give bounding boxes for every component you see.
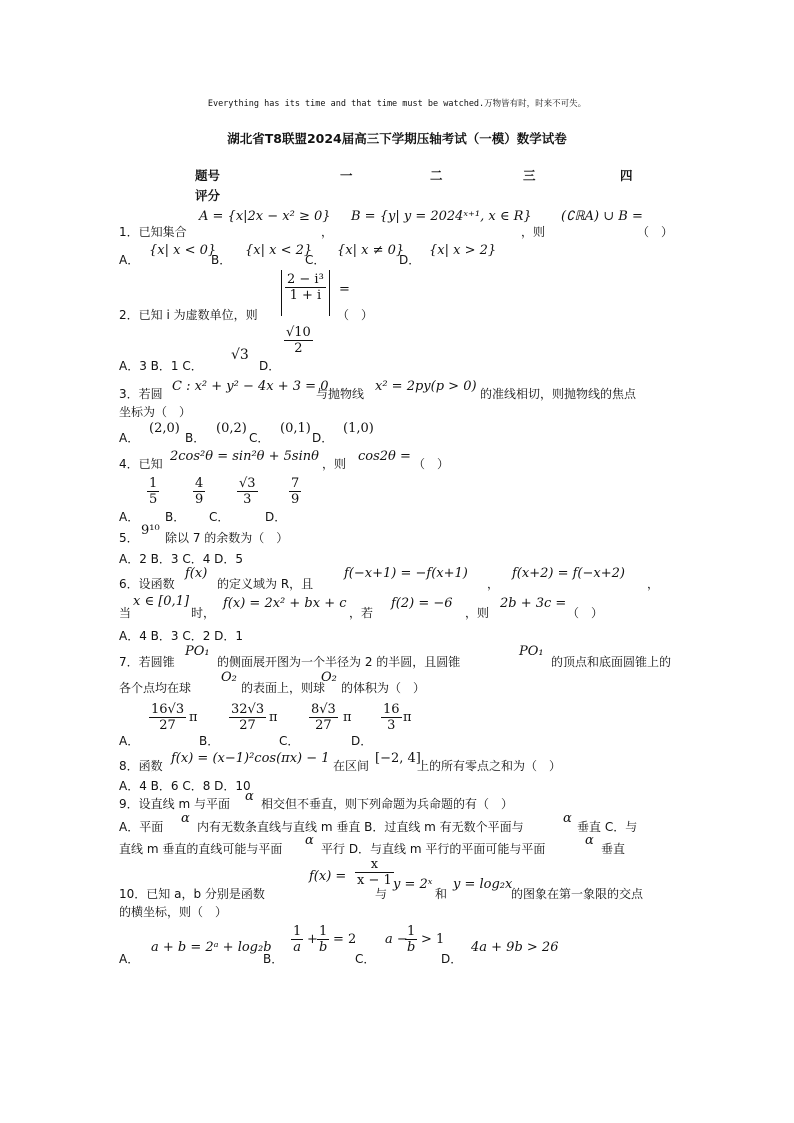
q1-opt-c: {x| x ≠ 0} bbox=[337, 243, 405, 258]
q10-g1: y = 2ˣ bbox=[393, 877, 433, 892]
q1-ask-expr: (∁ℝA) ∪ B = bbox=[561, 209, 643, 224]
q6-cond2: f(x+2) = f(−x+2) bbox=[512, 566, 625, 581]
q3-opt-d: (1,0) bbox=[343, 421, 374, 436]
q10-mid2: 和 bbox=[435, 887, 448, 901]
q2-frac-den: 1 + i bbox=[289, 288, 322, 303]
q7-opt-a-pi: π bbox=[189, 710, 198, 725]
q10-opt-c-post: > 1 bbox=[421, 932, 445, 947]
q3-circle: C : x² + y² − 4x + 3 = 0 bbox=[172, 379, 329, 394]
q7-opt-b-label: B． bbox=[199, 734, 220, 748]
q5-tail: 除以 7 的余数为（ ） bbox=[165, 531, 289, 545]
q7-opt-d-label: D． bbox=[351, 734, 373, 748]
q1-ask-prefix: ，则 bbox=[521, 225, 546, 239]
q10-opt-b-d2: b bbox=[319, 940, 328, 955]
q7-opt-a-label: A． bbox=[119, 734, 140, 748]
q9-line1-tail: 相交但不垂直，则下列命题为兵命题的有（ ） bbox=[261, 797, 514, 811]
q1-set-a: A = {x|2x − x² ≥ 0} bbox=[199, 209, 331, 224]
q1-sep: ， bbox=[321, 225, 334, 239]
q7-line1-mid: 的侧面展开图为一个半径为 2 的半圆，且圆锥 bbox=[217, 655, 461, 669]
q2-opt-d bbox=[284, 325, 313, 356]
q10-opt-d: 4a + 9b > 26 bbox=[471, 940, 559, 955]
q7-opt-a-den: 27 bbox=[159, 718, 176, 733]
q6-sep2: ， bbox=[647, 577, 660, 591]
q7-opt-b-num: 32√3 bbox=[231, 702, 265, 717]
q9-alpha3: α bbox=[563, 811, 572, 826]
q7-opt-b-den: 27 bbox=[239, 718, 256, 733]
q7-opt-c-frac bbox=[309, 702, 338, 733]
score-row-label: 评分 bbox=[195, 188, 221, 203]
q6-then: ，则 bbox=[465, 606, 490, 620]
q6-cond3: f(2) = −6 bbox=[391, 596, 453, 611]
q4-opt-c bbox=[237, 476, 258, 507]
q2-abs bbox=[281, 270, 330, 316]
q6-cond1: f(−x+1) = −f(x+1) bbox=[344, 566, 468, 581]
q10-opt-b-d1: a bbox=[293, 940, 302, 955]
q2-stem: 2．已知 i 为虚数单位，则 bbox=[119, 308, 258, 322]
q4-opt-d-label: D． bbox=[265, 510, 287, 524]
q4-opt-b bbox=[193, 476, 205, 507]
q7-opt-c-pi: π bbox=[343, 710, 352, 725]
q1-opt-d: {x| x > 2} bbox=[429, 243, 497, 258]
q7-o2b: O₂ bbox=[321, 670, 337, 685]
q4-opt-a-den: 5 bbox=[149, 492, 158, 507]
q7-opt-d-den: 3 bbox=[387, 718, 396, 733]
q7-opt-c-den: 27 bbox=[315, 718, 332, 733]
q9-stem: 9．设直线 m 与平面 bbox=[119, 797, 230, 811]
q1-opt-a-label: A． bbox=[119, 253, 140, 267]
q6-fdef: f(x) = 2x² + bx + c bbox=[223, 596, 347, 611]
q10-opt-c-den: b bbox=[407, 940, 416, 955]
q4-paren: （ ） bbox=[413, 457, 450, 471]
q10-opt-b-eq: = 2 bbox=[333, 932, 357, 947]
q3-opt-d-label: D． bbox=[312, 431, 334, 445]
q10-opt-b-n2: 1 bbox=[317, 924, 329, 940]
q4-opt-c-label: C． bbox=[209, 510, 230, 524]
score-col-1: 一 bbox=[340, 168, 353, 183]
q3-parabola: x² = 2py(p > 0) bbox=[375, 379, 477, 394]
q9-alpha5: α bbox=[585, 833, 594, 848]
q5-stem: 5． bbox=[119, 531, 139, 545]
q7-opt-c-num: 8√3 bbox=[311, 702, 336, 717]
q10-opt-c-num: 1 bbox=[405, 924, 417, 940]
motto-text: Everything has its time and that time must be watched.万物皆有时，时来不可失。 bbox=[207, 99, 587, 109]
q4-cond: 2cos²θ = sin²θ + 5sinθ bbox=[170, 449, 319, 464]
q9-alpha4: α bbox=[305, 833, 314, 848]
q7-line2-start: 各个点均在球 bbox=[119, 681, 192, 695]
q4-opt-c-num: √3 bbox=[239, 476, 256, 491]
q1-set-b: B = {y| y = 2024ˣ⁺¹, x ∈ R} bbox=[351, 209, 532, 224]
q7-opt-c-label: C． bbox=[279, 734, 300, 748]
q7-po1: PO₁ bbox=[185, 644, 210, 659]
q9-line3-tail: 垂直 bbox=[601, 842, 626, 856]
score-col-4: 四 bbox=[620, 168, 633, 183]
q6-fx: f(x) bbox=[185, 566, 208, 581]
q4-stem: 4．已知 bbox=[119, 457, 163, 471]
q10-opt-b-n1: 1 bbox=[293, 924, 302, 939]
q10-opt-b-frac1 bbox=[291, 924, 303, 955]
q3-line2: 坐标为（ ） bbox=[119, 405, 192, 419]
q8-stem: 8．函数 bbox=[119, 759, 163, 773]
score-col-3: 三 bbox=[523, 168, 536, 183]
q7-opt-a-num: 16√3 bbox=[151, 702, 185, 717]
q4-opt-d-den: 9 bbox=[291, 492, 300, 507]
q4-opt-a-label: A． bbox=[119, 510, 140, 524]
q4-opt-a-num: 1 bbox=[149, 476, 158, 491]
q8-tail: 上的所有零点之和为（ ） bbox=[417, 759, 562, 773]
q4-opt-b-den: 9 bbox=[195, 492, 204, 507]
q4-opt-d-num: 7 bbox=[291, 476, 300, 491]
page-title: 湖北省T8联盟2024届高三下学期压轴考试（一模）数学试卷 bbox=[227, 131, 567, 146]
q3-opt-c: (0,1) bbox=[280, 421, 311, 436]
q6-sep: ， bbox=[487, 577, 500, 591]
q2-opt-c: √3 bbox=[231, 347, 249, 363]
q7-stem: 7．若圆锥 bbox=[119, 655, 175, 669]
q7-line2-mid: 的表面上，则球 bbox=[241, 681, 326, 695]
q6-ask: 2b + 3c = bbox=[500, 596, 567, 611]
q10-opt-c-pre: a − bbox=[385, 932, 408, 947]
q7-opt-d-pi: π bbox=[403, 710, 412, 725]
q9-opt-c: 垂直 C．与 bbox=[577, 820, 638, 834]
q2-paren: （ ） bbox=[337, 308, 374, 322]
q4-opt-c-den: 3 bbox=[243, 492, 252, 507]
q6-domain: x ∈ [0,1] bbox=[133, 594, 190, 609]
q10-fx-frac bbox=[355, 857, 394, 888]
q4-opt-b-label: B． bbox=[165, 510, 186, 524]
q3-stem: 3．若圆 bbox=[119, 387, 163, 401]
q6-if: ，若 bbox=[349, 606, 374, 620]
q10-opt-b-frac2 bbox=[317, 924, 329, 955]
q10-opt-d-label: D． bbox=[441, 952, 463, 966]
q10-stem: 10．已知 a，b 分别是函数 bbox=[119, 887, 265, 901]
q6-stem: 6．设函数 bbox=[119, 577, 175, 591]
q6-mid: 的定义域为 R，且 bbox=[217, 577, 314, 591]
q3-opt-b: (0,2) bbox=[216, 421, 247, 436]
score-table-header bbox=[195, 166, 645, 184]
q3-opt-c-label: C． bbox=[249, 431, 270, 445]
q1-opt-b: {x| x < 2} bbox=[245, 243, 313, 258]
q6-when: 当 bbox=[119, 606, 132, 620]
q9-opt-a: A．平面 bbox=[119, 820, 164, 834]
q10-g2: y = log₂x bbox=[453, 877, 513, 892]
q10-fx-lhs: f(x) = bbox=[309, 869, 347, 884]
score-col-2: 二 bbox=[430, 168, 443, 183]
q4-opt-d bbox=[289, 476, 301, 507]
q8-fx: f(x) = (x−1)²cos(πx) − 1 bbox=[171, 751, 330, 766]
q10-opt-c-frac bbox=[405, 924, 417, 955]
q7-po1b: PO₁ bbox=[519, 644, 544, 659]
q10-opt-a: a + b = 2ᵃ + log₂b bbox=[151, 940, 272, 955]
q3-tail: 的准线相切，则抛物线的焦点 bbox=[480, 387, 637, 401]
q2-opts-abc: A．3 B．1 C． bbox=[119, 359, 203, 373]
q10-mid: 与 bbox=[375, 887, 388, 901]
q9-opt-d: 平行 D．与直线 m 平行的平面可能与平面 bbox=[321, 842, 546, 856]
q7-opt-d-num: 16 bbox=[383, 702, 400, 717]
q9-alpha: α bbox=[245, 789, 254, 804]
q9-line3-a: 直线 m 垂直的直线可能与平面 bbox=[119, 842, 283, 856]
q3-opt-b-label: B． bbox=[185, 431, 206, 445]
q9-alpha2: α bbox=[181, 811, 190, 826]
q7-opt-a-frac bbox=[149, 702, 186, 733]
q2-opt-d-label: D． bbox=[259, 359, 281, 373]
q4-opt-a bbox=[147, 476, 159, 507]
q3-opt-a-label: A． bbox=[119, 431, 140, 445]
q1-stem: 1．已知集合 bbox=[119, 225, 187, 239]
q4-opt-b-num: 4 bbox=[195, 476, 204, 491]
q1-opt-b-label: B． bbox=[211, 253, 232, 267]
q7-opt-b-frac bbox=[229, 702, 266, 733]
q10-opt-c-label: C． bbox=[355, 952, 376, 966]
q7-o2: O₂ bbox=[221, 670, 237, 685]
q2-frac-num: 2 − i³ bbox=[287, 272, 324, 287]
q10-opt-a-label: A． bbox=[119, 952, 140, 966]
q10-opt-b-label: B． bbox=[263, 952, 284, 966]
q2-eq: = bbox=[339, 282, 350, 297]
q3-mid: 与抛物线 bbox=[316, 387, 365, 401]
q10-opt-b-plus: + bbox=[307, 932, 318, 947]
q8-interval: [−2, 4] bbox=[375, 751, 421, 766]
q10-fx-num: x bbox=[355, 857, 394, 873]
q3-opt-a: (2,0) bbox=[149, 421, 180, 436]
q5-options: A．2 B．3 C．4 D．5 bbox=[119, 552, 244, 566]
q7-line1-tail: 的顶点和底面圆锥上的 bbox=[551, 655, 672, 669]
q6-options: A．4 B．3 C．2 D．1 bbox=[119, 629, 244, 643]
q6-paren: （ ） bbox=[567, 606, 604, 620]
q10-fx-den: x − 1 bbox=[357, 873, 392, 888]
q1-opt-c-label: C． bbox=[305, 253, 326, 267]
q4-ask-prefix: ，则 bbox=[322, 457, 347, 471]
q10-line2: 的横坐标，则（ ） bbox=[119, 905, 228, 919]
q4-ask-expr: cos2θ = bbox=[358, 449, 411, 464]
q1-opt-a: {x| x < 0} bbox=[149, 243, 217, 258]
q8-options: A．4 B．6 C．8 D．10 bbox=[119, 779, 251, 793]
q2-opt-d-num: √10 bbox=[286, 325, 311, 340]
q5-expr: 9¹⁰ bbox=[141, 523, 160, 538]
q9-opt-b: 内有无数条直线与直线 m 垂直 B．过直线 m 有无数个平面与 bbox=[197, 820, 524, 834]
q2-opt-d-den: 2 bbox=[294, 341, 303, 356]
q7-opt-d-frac bbox=[381, 702, 402, 733]
q10-tail: 的图象在第一象限的交点 bbox=[511, 887, 644, 901]
q7-opt-b-pi: π bbox=[269, 710, 278, 725]
score-col-label: 题号 bbox=[195, 168, 221, 183]
q8-mid: 在区间 bbox=[333, 759, 370, 773]
q1-paren: （ ） bbox=[637, 225, 674, 239]
q1-opt-d-label: D． bbox=[399, 253, 421, 267]
q7-line2-tail: 的体积为（ ） bbox=[341, 681, 426, 695]
q6-when-mid: 时， bbox=[191, 606, 216, 620]
